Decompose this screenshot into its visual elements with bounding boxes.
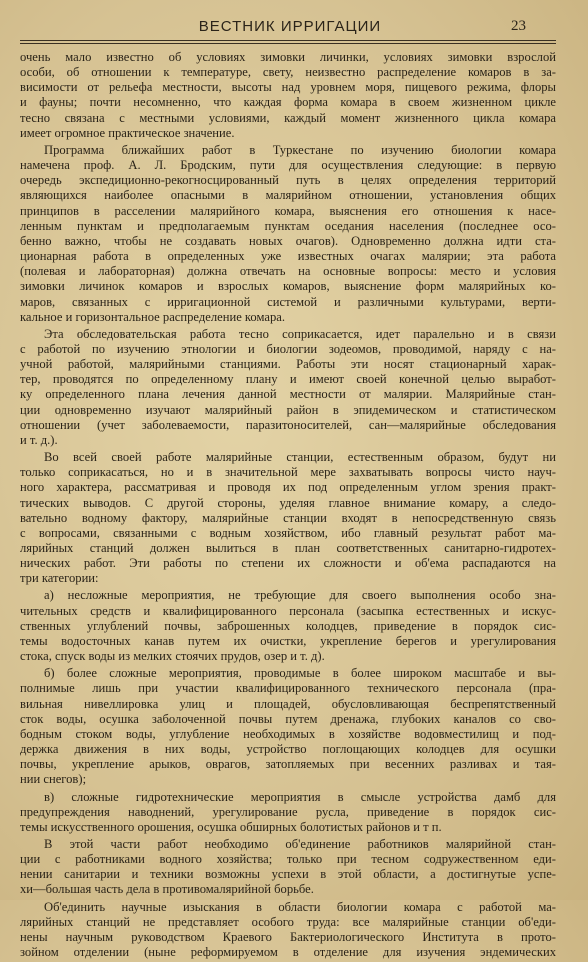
text-line: маров, связанных с ирригационной системой и различными культурами, верти- (20, 294, 556, 309)
text-line: почвы, укрепление арыков, оврагов, затопляемых при весенних разливах и тая- (20, 757, 556, 772)
paragraph (20, 450, 556, 586)
text-line: зойном отделении (ныне реформируемом в отделение для изучения эндемических (20, 945, 556, 960)
text-line: Об'единить научные изыскания в области биологии комара с работой ма- (44, 899, 556, 914)
text-line: нии снегов); (20, 772, 87, 787)
text-line: В этой части работ необходимо об'единение работников малярийной стан- (44, 836, 556, 851)
text-line: и т. д.). (20, 432, 58, 447)
text-line: темы искусственного орошения, осушка обширных болотистых районов и т п. (20, 819, 442, 834)
paragraph (20, 666, 556, 787)
text-line: тер, проводятся по определенному плану и имеют своей конечной целью выработ- (20, 372, 556, 387)
text-line: нении санитарии и техники возможны успехи в этой области, а достигнутые успе- (20, 867, 556, 882)
text-line: тических выводов. С другой стороны, уделяя главное внимание комару, а следо- (20, 495, 556, 510)
paragraph (20, 588, 556, 664)
paragraph (20, 50, 556, 141)
page-number: 23 (511, 18, 526, 34)
text-line: тесно связана с местными условиями, каждый момент жизненного цикла комара (20, 110, 556, 125)
text-line: предупреждения наводнений, урегулирование русла, приведение в порядок сис- (20, 804, 556, 819)
text-line: зимовки личинок комаров и взрослых комаров, выяснение форм малярийных ко- (20, 279, 556, 294)
text-line: бенно важно, чтобы не создавать новых очагов). Одновременно должна идти ста- (20, 233, 556, 248)
text-line: принципов в расселении малярийного комара, выяснения его отношения к насе- (20, 203, 556, 218)
paragraph (20, 143, 556, 325)
text-line: и фауны; почти несомненно, что каждая форма комара в своем жизненном цикле (20, 95, 556, 110)
text-line: в) сложные гидротехнические мероприятия в смысле устройства дамб для (44, 789, 556, 804)
text-line: б) более сложные мероприятия, проводимые в более широком масштабе и вы- (44, 666, 556, 681)
text-line: только соприкасаться, но и в значительной мере захватывать вопросы чисто науч- (20, 465, 556, 480)
text-line: лярийных станций не представляет особого труда: все малярийные станции об'еди- (20, 914, 556, 929)
text-line: с работой по изучению этнологии и биологии зодеомов, проводимой, наряду с на- (20, 341, 556, 356)
text-line: ционарная работа в определенных уже известных очагах малярии; эта работа (20, 249, 556, 264)
paragraph (20, 790, 556, 835)
text-line: вильная нивеллировка улиц и площадей, обусловливающая беспрепятственный (20, 696, 556, 711)
text-line: кальное и горизонтальное распределение комара. (20, 309, 285, 324)
text-line: очень мало известно об условиях зимовки личинки, условиях зимовки взрослой (20, 50, 556, 64)
text-line: намечена проф. А. Л. Бродским, пути для осуществления следующие: в первую (20, 158, 556, 173)
text-line: держка движения в них воды, устройство поглощающих колодцев для осушки (20, 742, 556, 757)
text-line: темы водосточных канав путем их очистки, укрепление берегов и урегулирования (20, 633, 556, 648)
text-line: вательно водному фактору, малярийные станции входят в непосредственную связь (20, 510, 556, 525)
text-line: три категории: (20, 571, 99, 586)
text-line: ции с работниками водного хозяйства; только при тесном содружественном еди- (20, 852, 556, 867)
text-line: (полевая и лабораторная) должна отвечать на основные вопросы: место и условия (20, 264, 556, 279)
text-line: бодным стоком воды, углубление необходимых в хозяйстве водовместилищ и под- (20, 726, 556, 741)
text-line: учной работой, малярийными станциями. Работы эти носят стационарный харак- (20, 357, 556, 372)
text-line: а) несложные мероприятия, не требующие для своего выполнения особо зна- (44, 588, 556, 603)
text-line: ленным пунктам и предполагаемым пунктам оседания населения (последнее осо- (20, 218, 556, 233)
article-body (20, 50, 556, 962)
text-line: полнимые лишь при участии квалифицированного технического персонала (пра- (20, 681, 556, 696)
text-line: нены научным руководством Краевого Бактериологического Института в прото- (20, 929, 556, 944)
text-line: ственных углублений почвы, заброшенных колодцев, приведение в порядок сис- (20, 618, 556, 633)
text-line: Эта обследовательская работа тесно соприкасается, идет паралельно и в связи (44, 326, 556, 341)
text-line: хи—большая часть дела в противомалярийной борьбе. (20, 882, 314, 897)
text-line: лярийных станций должен вылиться в план соответственных санитарно-гидротех- (20, 541, 556, 555)
text-line: стока, спуск воды из мелких стоячих прудов, озер и т. д). (20, 649, 325, 664)
text-line: сток воды, осушка заболоченной почвы путем дренажа, глубоких каналов со сво- (20, 711, 556, 726)
paragraph (20, 327, 556, 448)
text-line: нических работ. Эти работы по степени их сложности и об'ема распадаются на (20, 556, 556, 571)
text-line: очередь экспедиционно-рекогносцированный путь в целях определения территорий (20, 173, 556, 188)
paragraph (20, 837, 556, 898)
text-line: ного характера, рассматривая и проводя их под определенным углом зрения практ- (20, 480, 556, 495)
text-line: ку определенного плана лечения данной местности от малярии. Малярийные стан- (20, 387, 556, 402)
header-rule-thin (20, 43, 556, 44)
text-line: имеет огромное практическое значение. (20, 125, 235, 140)
text-line: Программа ближайших работ в Туркестане по изучению биологии комара (44, 142, 556, 157)
text-line: с вопросами, связанными с водным хозяйством, ибо главный результат работ ма- (20, 525, 556, 540)
text-line: являющихся наиболее опасными в малярийном отношении, установления общих (20, 188, 556, 203)
paragraph (20, 900, 556, 961)
text-line: Во всей своей работе малярийные станции, естественным образом, будут ни (44, 450, 556, 465)
journal-title: ВЕСТНИК ИРРИГАЦИИ (198, 18, 382, 35)
text-line: особи, об отношении к температуре, свету, неизвестно распределение комаров в за- (20, 65, 556, 80)
text-line: висимости от рельефа местности, высоты над уровнем моря, пищевого режима, флоры (20, 80, 556, 95)
text-line: ции одновременно изучают малярийный район в эпидемическом и статистическом (20, 402, 556, 417)
text-line: отношении (учет заболеваемости, паразитоносителей, сан—малярийные обследования (20, 417, 556, 432)
running-header (20, 18, 560, 40)
text-line: чительных средств и квалифицированного персонала (засыпка естественных и искус- (20, 603, 556, 618)
header-rule (20, 40, 556, 41)
